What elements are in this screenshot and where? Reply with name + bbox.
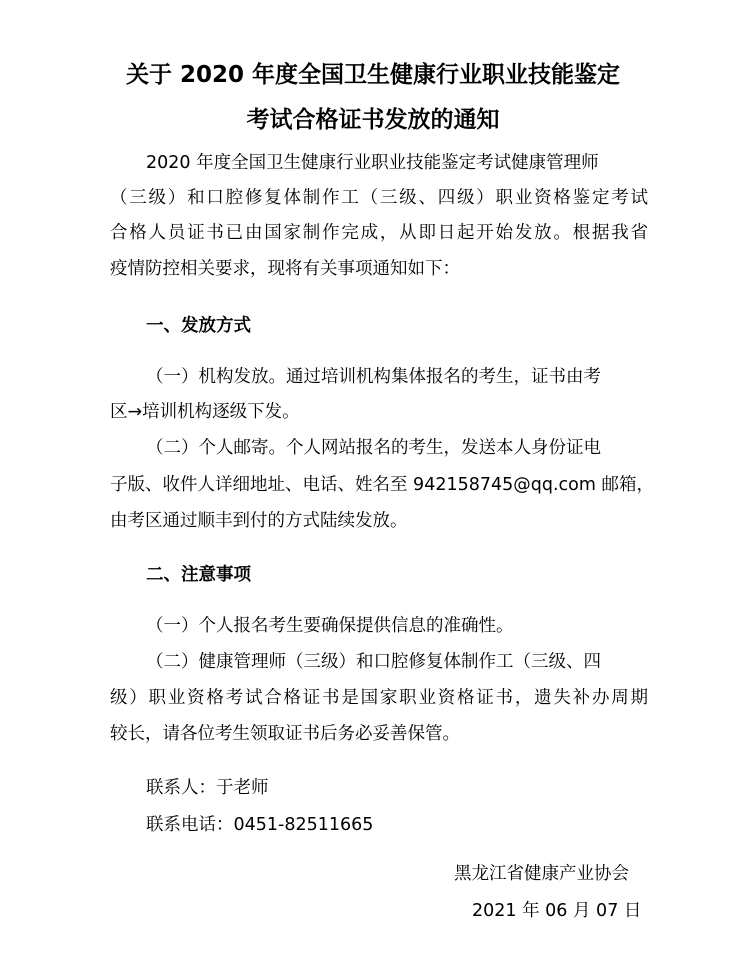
section-2-heading: 二、注意事项: [146, 565, 251, 585]
section-2-item-1-line-1: （一）个人报名考生要确保提供信息的准确性。: [146, 616, 514, 636]
intro-line-3: 合格人员证书已由国家制作完成，从即日起开始发放。根据我省: [110, 223, 648, 243]
section-1-item-1-line-1: （一）机构发放。通过培训机构集体报名的考生，证书由考: [146, 367, 601, 387]
section-1-item-2-line-3: 由考区通过顺丰到付的方式陆续发放。: [110, 511, 408, 531]
contact-phone: 联系电话：0451-82511665: [146, 815, 374, 835]
title-line-2: 考试合格证书发放的通知: [246, 107, 500, 133]
title-line-1: 关于 2020 年度全国卫生健康行业职业技能鉴定: [125, 62, 621, 88]
section-2-item-2-line-3: 较长，请各位考生领取证书后务必妥善保管。: [110, 724, 460, 744]
section-2-item-2-line-1: （二）健康管理师（三级）和口腔修复体制作工（三级、四: [146, 652, 601, 672]
intro-line-2: （三级）和口腔修复体制作工（三级、四级）职业资格鉴定考试: [110, 188, 648, 208]
section-1-item-1-line-2: 区→培训机构逐级下发。: [110, 402, 300, 422]
contact-person: 联系人：于老师: [146, 778, 269, 798]
signature-org: 黑龙江省健康产业协会: [454, 864, 629, 884]
section-1-item-2-line-2: 子版、收件人详细地址、电话、姓名至 942158745@qq.com 邮箱，: [110, 475, 654, 495]
intro-line-4: 疫情防控相关要求，现将有关事项通知如下：: [110, 259, 460, 279]
signature-date: 2021 年 06 月 07 日: [472, 901, 642, 921]
section-2-item-2-line-2: 级）职业资格考试合格证书是国家职业资格证书，遗失补办周期: [110, 688, 648, 708]
intro-line-1: 2020 年度全国卫生健康行业职业技能鉴定考试健康管理师: [146, 153, 599, 173]
section-1-heading: 一、发放方式: [146, 316, 251, 336]
section-1-item-2-line-1: （二）个人邮寄。个人网站报名的考生，发送本人身份证电: [146, 438, 601, 458]
